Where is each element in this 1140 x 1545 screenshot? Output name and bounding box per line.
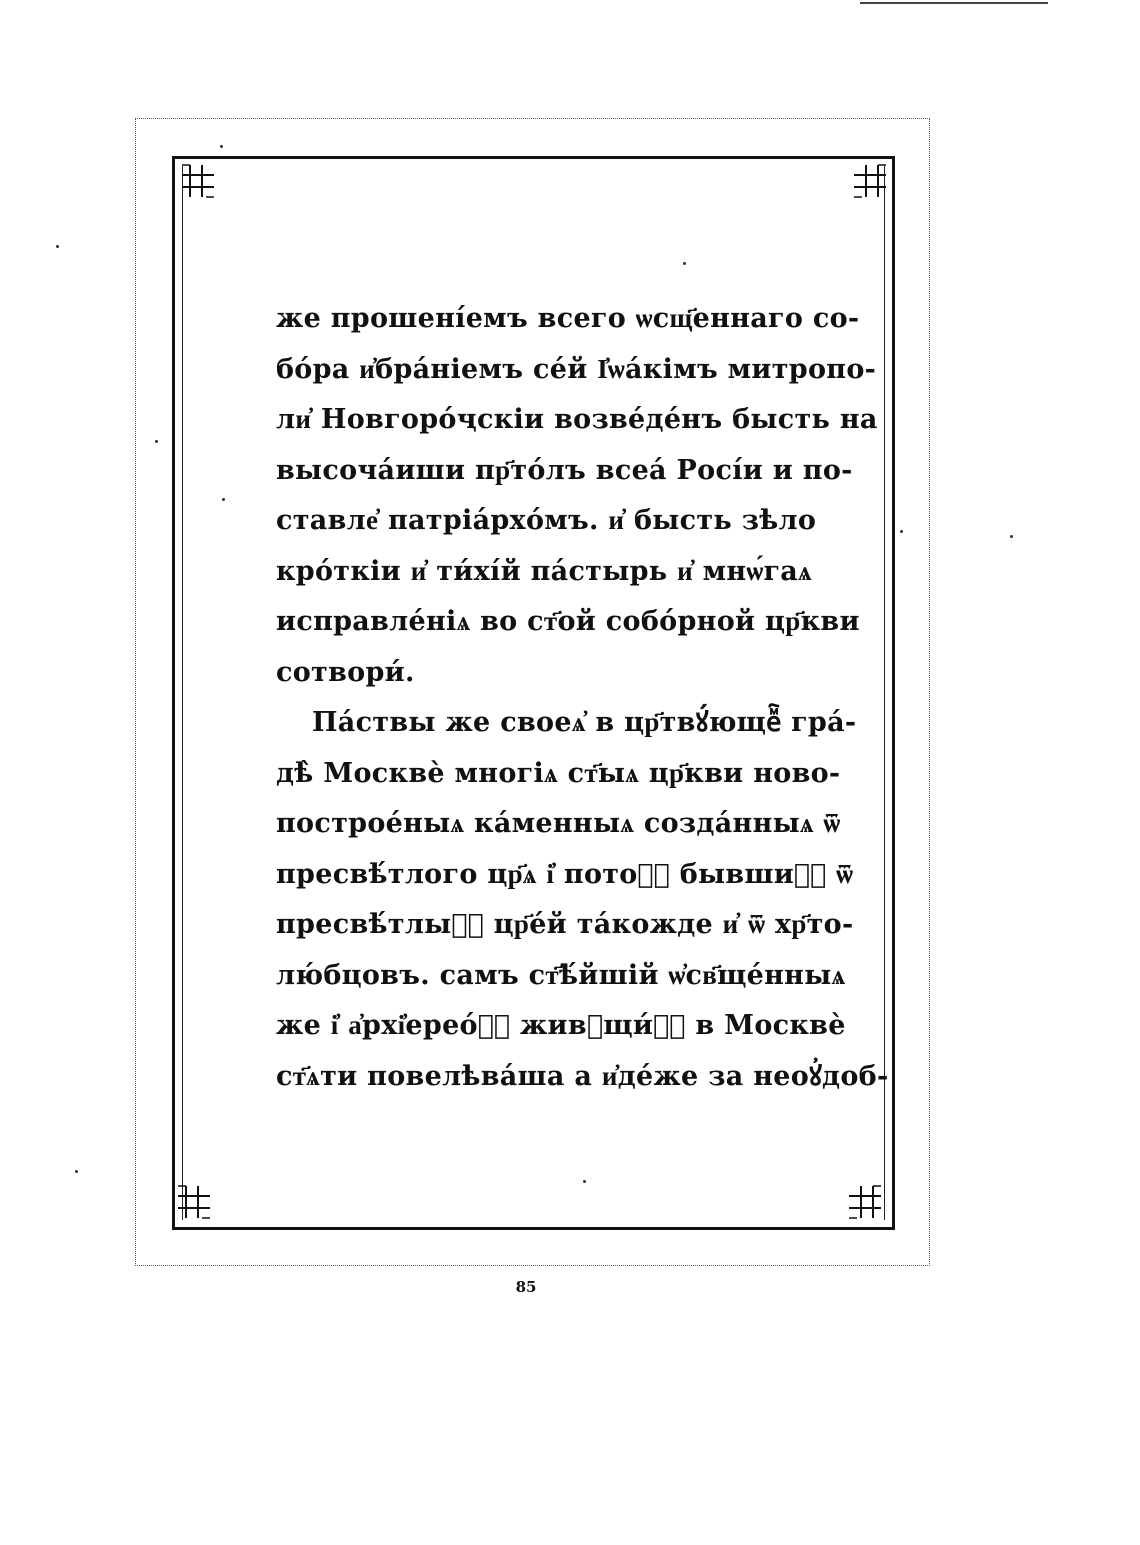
text-line: ставле҆ патріа́рхо́мъ. и҆ бысть зѣло <box>276 505 817 536</box>
text-line: высоча́иши пр҃то́лъ всеа́ Росі́и и по- <box>276 454 853 486</box>
corner-ornament-top-right-icon <box>852 163 888 199</box>
text-line: лю́бцовъ. самъ ст҃ѣ́йшій ѡ҆св҃ще́нныѧ <box>276 959 846 991</box>
text-line: ст҃ѧти повелѣва́ша а и҆де́же за неоꙋ҆доб- <box>276 1060 889 1092</box>
text-line: дѣ̀ Москвѐ многіѧ ст҃ыѧ цр҃кви ново- <box>276 757 841 789</box>
scan-speck <box>222 498 225 501</box>
text-line: построе́ныѧ ка́менныѧ созда́нныѧ ѿ <box>276 808 841 839</box>
scan-speck <box>1010 535 1013 538</box>
text-line: пресвѣ́тлого цр҃ѧ і҆ потоⷨ҇ бывшиⷯ҇ ѿ <box>276 858 854 890</box>
text-line: Па́ствы же своеѧ҆ в цр҃твꙋ́ющеⷨ҇ гра́- <box>312 707 857 738</box>
scan-speck <box>583 1180 586 1183</box>
main-text-block <box>276 294 889 1102</box>
top-edge-rule <box>860 2 1048 4</box>
corner-ornament-bottom-right-icon <box>847 1184 883 1220</box>
page-number: 85 <box>515 1278 537 1296</box>
text-line: же прошені́емъ всего ѡсщ҃еннаго со- <box>276 303 860 334</box>
paragraph-2 <box>276 698 889 1102</box>
text-line: сотвори́. <box>276 656 415 688</box>
scan-speck <box>56 245 59 248</box>
corner-ornament-top-left-icon <box>180 163 216 199</box>
paragraph-1 <box>276 294 878 698</box>
scan-speck <box>900 530 903 533</box>
text-line: исправле́ніѧ во ст҃ой собо́рной цр҃кви <box>276 606 860 637</box>
scan-speck <box>155 440 158 443</box>
text-line: же і҆ а҆рхі҆ерео́ⷨ҇ живꙋщи́ⷨ҇ в Москвѐ <box>276 1010 846 1041</box>
text-line: бо́ра и҆бра́ніемъ се́й І҆ѡа́кімъ митропо- <box>276 353 877 385</box>
text-line: ли҆ Новгоро́ҷскіи возве́де́нъ бысть на <box>276 404 878 435</box>
text-line: пресвѣ́тлыⷯ҇ цр҃е́й та́кожде и҆ ѿ хр҃то- <box>276 909 854 940</box>
scan-speck <box>220 145 223 148</box>
scan-speck <box>75 1170 78 1173</box>
text-line: кро́ткіи и҆ ти́хі́й па́стырь и҆ мнѡ́гаѧ <box>276 555 812 587</box>
corner-ornament-bottom-left-icon <box>176 1184 212 1220</box>
scan-speck <box>683 262 686 265</box>
